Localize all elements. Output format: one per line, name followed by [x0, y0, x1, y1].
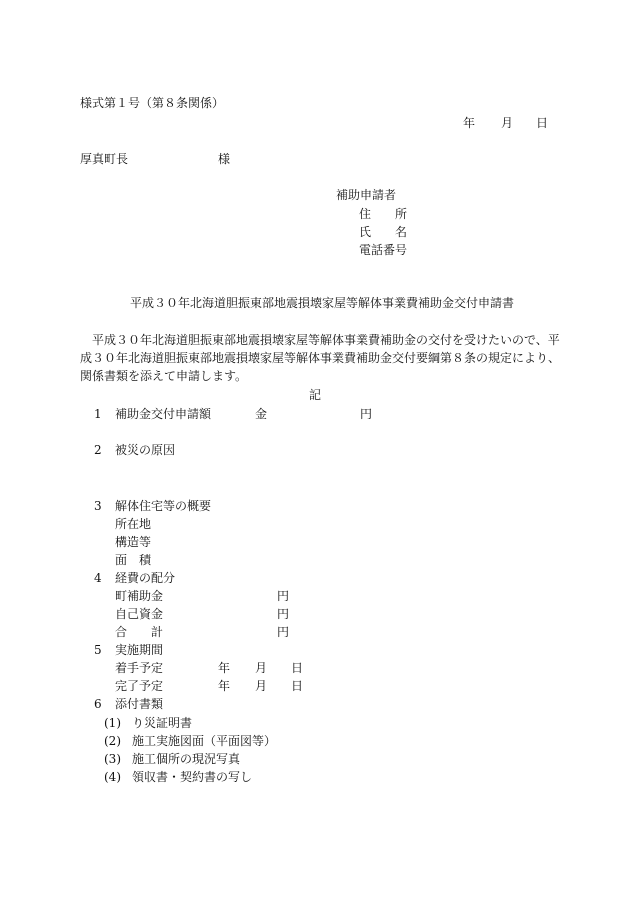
attachment-2-number: (2) — [104, 734, 121, 748]
item4-town-subsidy: 町補助金 — [115, 589, 164, 603]
item5-end-month: 月 — [255, 679, 268, 693]
item4-own-funds: 自己資金 — [115, 607, 164, 621]
item5-start-year: 年 — [218, 661, 231, 675]
item4-label: 経費の配分 — [115, 571, 176, 585]
item3-label: 解体住宅等の概要 — [115, 499, 212, 513]
item1-kin: 金 — [255, 407, 268, 421]
body-line-3: 関係書類を添えて申請します。 — [80, 369, 248, 383]
attachment-3-text: 施工個所の現況写真 — [132, 752, 241, 766]
item4-own-funds-yen: 円 — [277, 607, 290, 621]
item2-label: 被災の原因 — [115, 443, 176, 457]
date-year: 年 — [463, 116, 476, 130]
item5-start-month: 月 — [255, 661, 268, 675]
attachment-1-number: (1) — [104, 716, 121, 730]
document-title: 平成３０年北海道胆振東部地震損壊家屋等解体事業費補助金交付申請書 — [130, 296, 515, 310]
item3-number: 3 — [94, 499, 102, 513]
item3-structure: 構造等 — [115, 535, 152, 549]
item5-label: 実施期間 — [115, 643, 164, 657]
item5-end-year: 年 — [218, 679, 231, 693]
item1-yen: 円 — [360, 407, 373, 421]
item4-total: 合 計 — [115, 625, 164, 639]
item3-location: 所在地 — [115, 517, 152, 531]
item4-total-yen: 円 — [277, 625, 290, 639]
form-label: 様式第１号（第８条関係） — [80, 96, 225, 110]
item5-number: 5 — [94, 643, 102, 657]
attachment-3-number: (3) — [104, 752, 121, 766]
applicant-address-label: 住 所 — [359, 207, 408, 221]
item1-label: 補助金交付申請額 — [115, 407, 212, 421]
applicant-phone-label: 電話番号 — [359, 243, 408, 257]
item2-number: 2 — [94, 443, 102, 457]
attachment-2-text: 施工実施図面（平面図等） — [132, 734, 277, 748]
item5-end-label: 完了予定 — [115, 679, 164, 693]
item5-end-day: 日 — [291, 679, 304, 693]
ki-mark: 記 — [309, 388, 322, 402]
attachment-4-text: 領収書・契約書の写し — [132, 770, 253, 784]
attachment-1-text: り災証明書 — [132, 716, 193, 730]
item5-start-label: 着手予定 — [115, 661, 164, 675]
item4-number: 4 — [94, 571, 102, 585]
addressee-honorific: 様 — [218, 152, 231, 166]
item1-number: 1 — [94, 407, 102, 421]
applicant-heading: 補助申請者 — [336, 188, 397, 202]
date-month: 月 — [501, 116, 514, 130]
item5-start-day: 日 — [291, 661, 304, 675]
body-line-2: 成３０年北海道胆振東部地震損壊家屋等解体事業費補助金交付要綱第８条の規定により、 — [80, 351, 561, 365]
addressee-name: 厚真町長 — [80, 152, 129, 166]
item4-town-subsidy-yen: 円 — [277, 589, 290, 603]
attachment-4-number: (4) — [104, 770, 121, 784]
item6-number: 6 — [94, 697, 102, 711]
item6-label: 添付書類 — [115, 697, 164, 711]
body-line-1: 平成３０年北海道胆振東部地震損壊家屋等解体事業費補助金の交付を受けたいので、平 — [80, 333, 560, 347]
applicant-name-label: 氏 名 — [359, 225, 408, 239]
item3-area: 面 積 — [115, 553, 152, 567]
date-day: 日 — [536, 116, 549, 130]
